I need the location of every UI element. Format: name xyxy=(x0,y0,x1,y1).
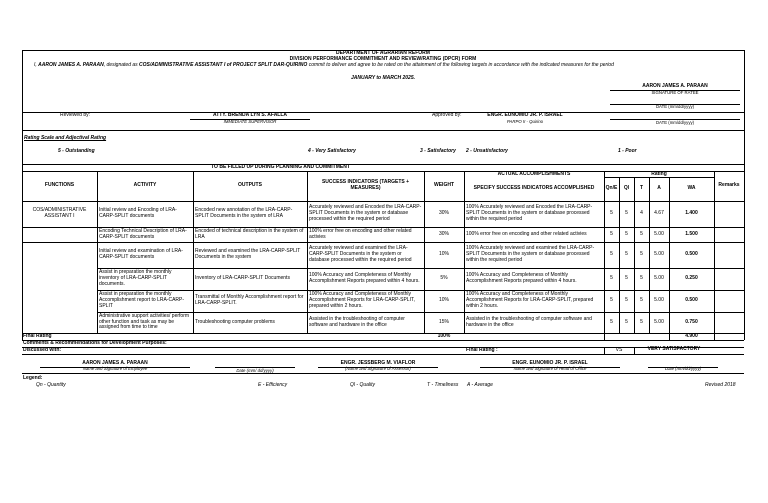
row-indicator: Assisted in the troubleshooting of computer software and hardware in the office xyxy=(309,315,405,328)
specify-header: SPECIFY SUCCESS INDICATORS ACCOMPLISHED xyxy=(473,185,595,192)
scale-poor: 1 - Poor xyxy=(618,148,637,154)
row-wa: 0.750 xyxy=(685,318,698,325)
employee-sign-name: AARON JAMES A. PARAAN xyxy=(82,360,148,366)
employee-position: COS/ADMINISTRATIVE ASSISTANT I of PROJECT SPLIT DAR-QUIRINO xyxy=(139,62,308,68)
approver-name: ENGR. EUNOMIO JR. P. ISRAEL xyxy=(487,112,563,118)
row-t: 5 xyxy=(640,230,643,237)
discussed-label: Discussed with: xyxy=(23,347,62,353)
row-ql: 5 xyxy=(625,318,628,325)
row-ql: 5 xyxy=(625,251,628,258)
legend-label: Legend: xyxy=(23,375,43,381)
final-rating-label-2: Final Rating : xyxy=(466,347,498,353)
rating-scale-title: Rating Scale and Adjectival Rating xyxy=(24,135,107,141)
row-wa: 0.500 xyxy=(685,297,698,304)
scale-outstanding: 5 - Outstanding xyxy=(58,148,95,154)
row-wa: 0.500 xyxy=(685,251,698,258)
form-title: DIVISION PERFORMANCE COMMITMENT AND REVIEW/RATING (DPCR) FORM xyxy=(289,56,477,62)
t-header: T xyxy=(639,185,644,192)
row-a: 5.00 xyxy=(654,318,664,325)
weight-header: WEIGHT xyxy=(434,182,454,189)
functions-header: FUNCTIONS xyxy=(44,182,75,189)
reviewer-name: ATTY. BRENDA LYN S. AFALLA xyxy=(212,112,288,118)
row-activity: Assist in preparation the monthly Accomplishment report to LRA-CARP-SPLIT xyxy=(99,291,185,309)
row-accomplished: 100% Accurately reviewed and examined the LRA-CARP-SPLIT Documents in the system or database processed within the required period xyxy=(466,245,595,263)
row-t: 5 xyxy=(640,275,643,282)
row-weight: 30% xyxy=(438,230,449,237)
total-weight: 100% xyxy=(437,333,451,339)
activity-header: ACTIVITY xyxy=(133,182,157,189)
row-weight: 10% xyxy=(438,251,449,258)
row-weight: 10% xyxy=(438,297,449,304)
row-indicator: 100% error free on encoding and other related activies xyxy=(309,227,412,240)
function-label: COS/ADMINISTRATIVE ASSISTANT I xyxy=(32,207,87,219)
legend-quality: Ql - Quality xyxy=(350,382,376,388)
outputs-header: OUTPUTS xyxy=(238,182,262,189)
row-a: 5.00 xyxy=(654,297,664,304)
row-ql: 5 xyxy=(625,297,628,304)
row-activity: Administrative support activities/ perform other function and task as may be assigned from time to time xyxy=(99,312,190,331)
row-a: 5.00 xyxy=(654,251,664,258)
legend-average: A - Average xyxy=(467,382,493,388)
row-indicator: Accurately reviewed and Encoded the LRA-CARP-SPLIT Documents in the system or database processed within the required period xyxy=(309,204,422,222)
row-ql: 5 xyxy=(625,210,628,217)
row-output: Reviewed and examined the LRA-CARP-SPLIT Documents in the system xyxy=(195,248,301,260)
row-t: 5 xyxy=(640,297,643,304)
row-a: 5.00 xyxy=(654,275,664,282)
row-t: 5 xyxy=(640,251,643,258)
a-header: A xyxy=(657,185,661,192)
row-ql: 5 xyxy=(625,230,628,237)
row-activity: Initial review and Encoding of LRA-CARP-SPLIT documents xyxy=(99,207,177,219)
row-a: 5.00 xyxy=(654,230,664,237)
row-accomplished: Assisted in the troubleshooting of computer software and hardware in the office xyxy=(466,315,592,328)
row-output: Inventory of LRA-CARP-SPLIT Documents xyxy=(195,275,290,282)
wa-header: WA xyxy=(687,185,696,192)
ratee-date-caption: DATE (mm/dd/yyyy) xyxy=(655,104,695,109)
approver-title: PARPO II - Quirino xyxy=(507,119,543,124)
row-activity: Assist in preparation the monthly inventory of LRA-CARP-SPLIT documents. xyxy=(99,269,172,287)
comments-label: Comments & Recommendations for Development Purposes: xyxy=(23,340,167,346)
row-qne: 5 xyxy=(610,297,613,304)
commit-mid: , designated as xyxy=(103,62,138,68)
remarks-header: Remarks xyxy=(718,182,740,189)
employee-name: AARON JAMES A. PARAAN xyxy=(38,62,104,68)
row-qne: 5 xyxy=(610,230,613,237)
ql-header: Ql xyxy=(623,185,630,192)
legend-efficiency: E - Efficiency xyxy=(258,382,288,388)
final-numeric-rating: VS xyxy=(615,347,623,353)
fill-up-note: TO BE FILLED UP DURING PLANNING AND COMMITMENT xyxy=(211,164,350,170)
row-accomplished: 100% Accuracy and Completeness of Monthly Accomplishment Reports for LRA-CARP-SPLIT, prepared within 2 hours. xyxy=(466,291,594,309)
approved-by-label: Approved by: xyxy=(432,112,462,118)
row-weight: 15% xyxy=(438,318,449,325)
commit-pre: I, xyxy=(34,62,37,68)
row-wa: 0.250 xyxy=(685,275,698,282)
row-indicator: 100% Accuracy and Completeness of Monthly Accomplishment Reports for LRA-CARP-SPLIT, prepared within 2 hours. xyxy=(309,291,415,309)
commitment-statement xyxy=(34,63,739,69)
row-qne: 5 xyxy=(610,251,613,258)
scale-satisfactory: 3 - Satisfactory xyxy=(420,148,456,154)
reviewer-title: IMMEDIATE SUPERVISOR xyxy=(223,119,277,124)
row-activity: Encoding Technical Description of LRA-CARP-SPLIT documents xyxy=(99,227,187,240)
assessor-name: ENGR. JESSBERG M. VIAFLOR xyxy=(340,360,416,366)
row-qne: 5 xyxy=(610,275,613,282)
row-wa: 1.500 xyxy=(685,230,698,237)
legend-timeliness: T - Timeliness xyxy=(427,382,459,388)
final-adjectival-rating: VERY SATISFACTORY xyxy=(647,346,701,352)
row-weight: 5% xyxy=(440,275,448,282)
ratee-signature-caption: SIGNATURE OF RATEE xyxy=(651,90,699,95)
row-output: Transmittal of Monthly Accomplishment report for LRA-CARP-SPLIT. xyxy=(195,294,304,306)
rating-header: Rating xyxy=(651,171,667,177)
row-output: Encoded new annotation of the LRA-CARP-SPLIT Documents in the system of LRA xyxy=(195,207,293,219)
agency-name: DEPARTMENT OF AGRARIAN REFORM xyxy=(336,50,430,56)
head-date-caption: Date (mm/dd/yyyy) xyxy=(664,366,702,371)
row-output: Troubleshooting computer problems xyxy=(195,318,275,325)
scale-unsatisfactory: 2 - Unsatisfactory xyxy=(466,148,508,154)
commit-post: commit to deliver and agree to be rated on the attainment of the following targets in accordance with the indicated measures for the period xyxy=(308,62,614,68)
row-accomplished: 100% error free on encoding and other related activies xyxy=(466,230,587,237)
approver-date-caption: DATE (mm/dd/yyyy) xyxy=(655,120,695,125)
head-of-office-name: ENGR. EUNOMIO JR. P. ISRAEL xyxy=(512,360,588,366)
row-qne: 5 xyxy=(610,210,613,217)
row-a: 4.67 xyxy=(654,210,664,217)
row-accomplished: 100% Accuracy and Completeness of Monthly Accomplishment Reports prepared within 4 hours. xyxy=(466,272,577,284)
row-weight: 30% xyxy=(438,210,449,217)
reviewed-by-label: Reviewed by: xyxy=(60,112,91,118)
row-output: Encoded of technical description in the system of LRA xyxy=(195,227,304,240)
ratee-name: AARON JAMES A. PARAAN xyxy=(642,83,708,89)
head-of-office-caption: Name and Signature of Head of Office xyxy=(513,366,587,371)
row-wa: 1.400 xyxy=(685,210,698,217)
total-wa: 4.900 xyxy=(685,333,698,339)
actual-accomplishments-header: ACTUAL ACCOMPLISHMENTS xyxy=(497,171,571,177)
row-qne: 5 xyxy=(610,318,613,325)
row-accomplished: 100% Accurately reviewed and Encoded the LRA-CARP-SPLIT Documents in the system or database processed within the required period xyxy=(466,204,593,222)
revised-note: Revised 2018 xyxy=(705,382,736,388)
row-indicator: 100% Accuracy and Completeness of Monthly Accomplishment Reports prepared within 4 hours. xyxy=(309,272,420,284)
row-t: 4 xyxy=(640,210,643,217)
employee-sign-caption: Name and Signature of Employee xyxy=(82,366,148,371)
row-activity: Initial review and examination of LRA-CARP-SPLIT documents xyxy=(99,248,183,260)
success-indicators-header: SUCCESS INDICATORS (TARGETS + MEASURES) xyxy=(321,179,410,191)
final-rating-label: Final Rating xyxy=(23,333,52,339)
employee-date-caption: Date (mm/ dd/yyyy) xyxy=(236,368,274,373)
qne-header: Qn/E xyxy=(605,185,618,192)
row-t: 5 xyxy=(640,318,643,325)
rating-period: JANUARY to MARCH 2025. xyxy=(351,75,415,81)
row-ql: 5 xyxy=(625,275,628,282)
row-indicator: Accurately reviewed and examined the LRA-CARP-SPLIT Documents in the system or database processed within the required period xyxy=(309,245,412,263)
scale-very-satisfactory: 4 - Very Satisfactory xyxy=(308,148,356,154)
assessor-caption: (Name and Signature of Assessor) xyxy=(345,366,411,371)
legend-quantity: Qn - Quantity xyxy=(36,382,66,388)
